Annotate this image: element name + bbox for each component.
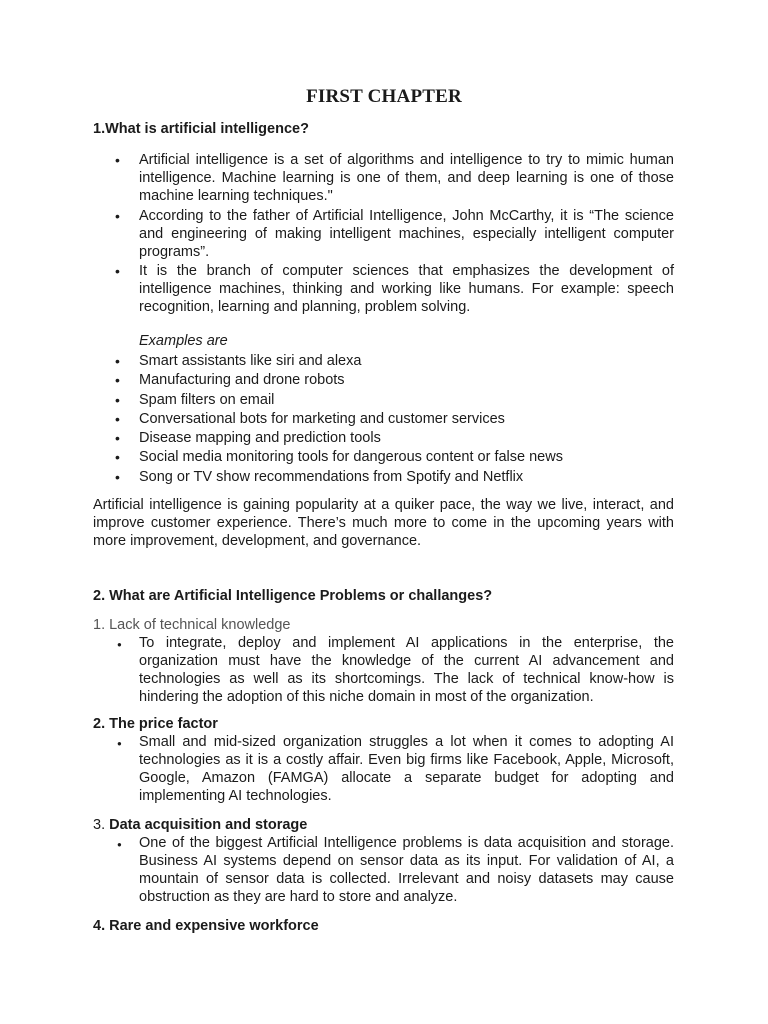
bullet-item: • It is the branch of computer sciences that emphasizes the development of intelligence machines, thinking and working like humans. For example: speech recognition, learning and planning, problem solving.: [93, 262, 674, 316]
examples-label: Examples are: [139, 333, 228, 349]
problem-4-heading: 4. Rare and expensive workforce: [93, 918, 319, 934]
example-item: • Song or TV show recommendations from Spotify and Netflix: [93, 468, 674, 486]
bullet-item: • Artificial intelligence is a set of algorithms and intelligence to try to mimic human intelligence. Machine learning is one of them, and deep learning is one of those machine learning techniques.": [93, 151, 674, 205]
section-1-heading: 1.What is artificial intelligence?: [93, 121, 309, 137]
problem-3-title: Data acquisition and storage: [109, 817, 308, 833]
example-item: • Spam filters on email: [93, 391, 674, 409]
chapter-title: FIRST CHAPTER: [306, 86, 462, 107]
bullet-item: • According to the father of Artificial Intelligence, John McCarthy, it is “The science and engineering of making intelligent machines, especially intelligent computer programs”.: [93, 207, 674, 261]
problem-1-body: [93, 634, 674, 706]
problem-3-heading: [93, 817, 307, 833]
problem-3-number: 3.: [93, 817, 110, 833]
examples-list: [93, 352, 674, 487]
bullet-item: ● One of the biggest Artificial Intelligence problems is data acquisition and storage. Business AI systems depend on sensor data as its input. For validation of AI, a mountain of sensor data is collected. Irrelevant and noisy datasets may cause obstruction as they are hard to store and analyze.: [93, 834, 674, 906]
problem-3-body: [93, 834, 674, 906]
example-item: • Manufacturing and drone robots: [93, 371, 674, 389]
problem-2-heading: 2. The price factor: [93, 716, 218, 732]
example-item: • Disease mapping and prediction tools: [93, 429, 674, 447]
bullet-item: ● Small and mid-sized organization struggles a lot when it comes to adopting AI technologies as it is a costly affair. Even big firms like Facebook, Apple, Microsoft, Google, Amazon (FAMGA) allocate a separate budget for adopting and implementing AI technologies.: [93, 733, 674, 805]
example-item: • Social media monitoring tools for dangerous content or false news: [93, 448, 674, 466]
bullet-item: ● To integrate, deploy and implement AI applications in the enterprise, the organization must have the knowledge of the current AI advancement and technologies as well as its shortcomings. The lack of technical know-how is hindering the adoption of this niche domain in most of the organization.: [93, 634, 674, 706]
section-2-heading: 2. What are Artificial Intelligence Problems or challanges?: [93, 588, 493, 604]
problem-2-body: [93, 733, 674, 805]
example-item: • Smart assistants like siri and alexa: [93, 352, 674, 370]
summary-paragraph: Artificial intelligence is gaining popularity at a quiker pace, the way we live, interact, and improve customer experience. There’s much more to come in the upcoming years with more improvement, development, and governance.: [93, 497, 674, 549]
problem-1-heading: 1. Lack of technical knowledge: [93, 617, 291, 633]
example-item: • Conversational bots for marketing and customer services: [93, 410, 674, 428]
section-1-bullets: [93, 151, 674, 318]
